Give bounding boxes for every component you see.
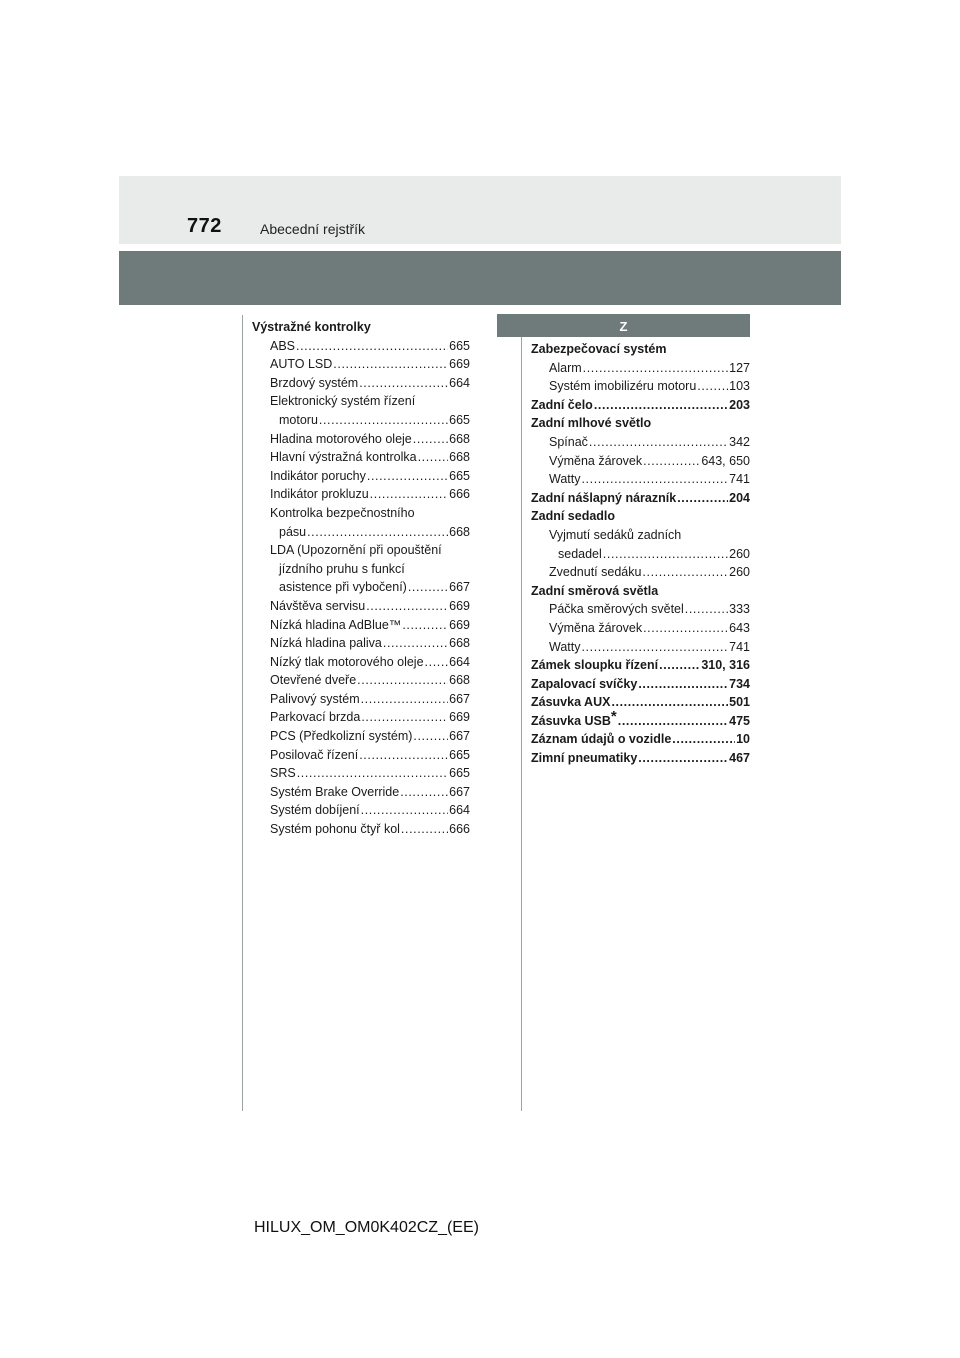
index-entry: LDA (Upozornění při opouštění	[270, 543, 442, 558]
index-entry: Kontrolka bezpečnostního	[270, 505, 415, 520]
section-band	[119, 251, 841, 305]
index-entry: Spínač ..... 342	[531, 433, 750, 452]
index-entry-bold: Zámek sloupku řízení ..... 310, 316	[531, 656, 750, 675]
index-entry: Páčka směrových světel ..... 333	[531, 600, 750, 619]
column-divider-right	[521, 315, 522, 1111]
index-entry-bold: Zimní pneumatiky ..... 467	[531, 749, 750, 768]
index-entry: Hlavní výstražná kontrolka ..... 668	[252, 448, 470, 467]
index-heading: Zadní sedadlo	[531, 509, 616, 524]
index-entry: Otevřené dveře ..... 668	[252, 671, 470, 690]
index-entry-bold: Záznam údajů o vozidle ..... 10	[531, 730, 750, 749]
index-entry: Hladina motorového oleje ..... 668	[252, 430, 470, 449]
index-entry-continued: sedadel ..... 260	[531, 545, 750, 564]
index-heading: Výstražné kontrolky	[252, 320, 371, 334]
document-code-footer: HILUX_OM_OM0K402CZ_(EE)	[254, 1219, 479, 1236]
index-heading: Zadní směrová světla	[531, 583, 659, 598]
index-entry: AUTO LSD ..... 669	[252, 355, 470, 374]
index-entry: Indikátor poruchy ..... 665	[252, 467, 470, 486]
index-entry: Palivový systém ..... 667	[252, 690, 470, 709]
index-entry-continued: jízdního pruhu s funkcí	[279, 561, 405, 576]
footnote-star-icon: *	[610, 707, 617, 725]
index-entry: Vyjmutí sedáků zadních	[549, 527, 682, 542]
index-entry: Brzdový systém ..... 664	[252, 374, 470, 393]
index-entry: Systém dobíjení ..... 664	[252, 801, 470, 820]
index-entry: SRS ..... 665	[252, 764, 470, 783]
index-entry: Watty ..... 741	[531, 638, 750, 657]
index-entry-bold: Zadní čelo ..... 203	[531, 396, 750, 415]
index-entry-bold: Zásuvka AUX ..... 501	[531, 693, 750, 712]
chapter-title: Abecední rejstřík	[260, 221, 366, 237]
index-entry: Zvednutí sedáku ..... 260	[531, 563, 750, 582]
column-divider-left	[242, 315, 243, 1111]
index-entry: Alarm ..... 127	[531, 359, 750, 378]
index-entry: Nízká hladina AdBlue™ ..... 669	[252, 616, 470, 635]
index-entry: ABS ..... 665	[252, 337, 470, 356]
index-letter-bar: Z	[497, 314, 750, 337]
index-column-left	[252, 318, 470, 839]
index-entry: Návštěva servisu ..... 669	[252, 597, 470, 616]
index-entry: Systém imobilizéru motoru ..... 103	[531, 377, 750, 396]
index-entry: Watty ..... 741	[531, 470, 750, 489]
index-entry: Nízká hladina paliva ..... 668	[252, 634, 470, 653]
index-entry: Elektronický systém řízení	[270, 394, 416, 409]
index-heading: Zabezpečovací systém	[531, 342, 667, 356]
index-entry: Nízký tlak motorového oleje ..... 664	[252, 653, 470, 672]
header-band	[119, 176, 841, 244]
index-entry: Systém Brake Override ..... 667	[252, 783, 470, 802]
index-heading: Zadní mlhové světlo	[531, 416, 652, 431]
index-entry-bold: Zásuvka USB* ..... 475	[531, 712, 750, 731]
index-entry: Posilovač řízení ..... 665	[252, 746, 470, 765]
index-entry: PCS (Předkolizní systém) ..... 667	[252, 727, 470, 746]
index-entry: Indikátor prokluzu ..... 666	[252, 485, 470, 504]
index-entry: Výměna žárovek ..... 643	[531, 619, 750, 638]
index-entry: Parkovací brzda ..... 669	[252, 708, 470, 727]
page-number: 772	[187, 215, 222, 237]
index-entry: Systém pohonu čtyř kol ..... 666	[252, 820, 470, 839]
index-entry-continued: asistence při vybočení) ..... 667	[252, 578, 470, 597]
index-column-right	[531, 340, 750, 768]
index-entry-bold: Zapalovací svíčky ..... 734	[531, 675, 750, 694]
index-entry-continued: pásu ..... 668	[252, 523, 470, 542]
index-entry: Výměna žárovek ..... 643, 650	[531, 452, 750, 471]
index-entry-continued: motoru ..... 665	[252, 411, 470, 430]
index-entry-bold: Zadní nášlapný nárazník ..... 204	[531, 489, 750, 508]
